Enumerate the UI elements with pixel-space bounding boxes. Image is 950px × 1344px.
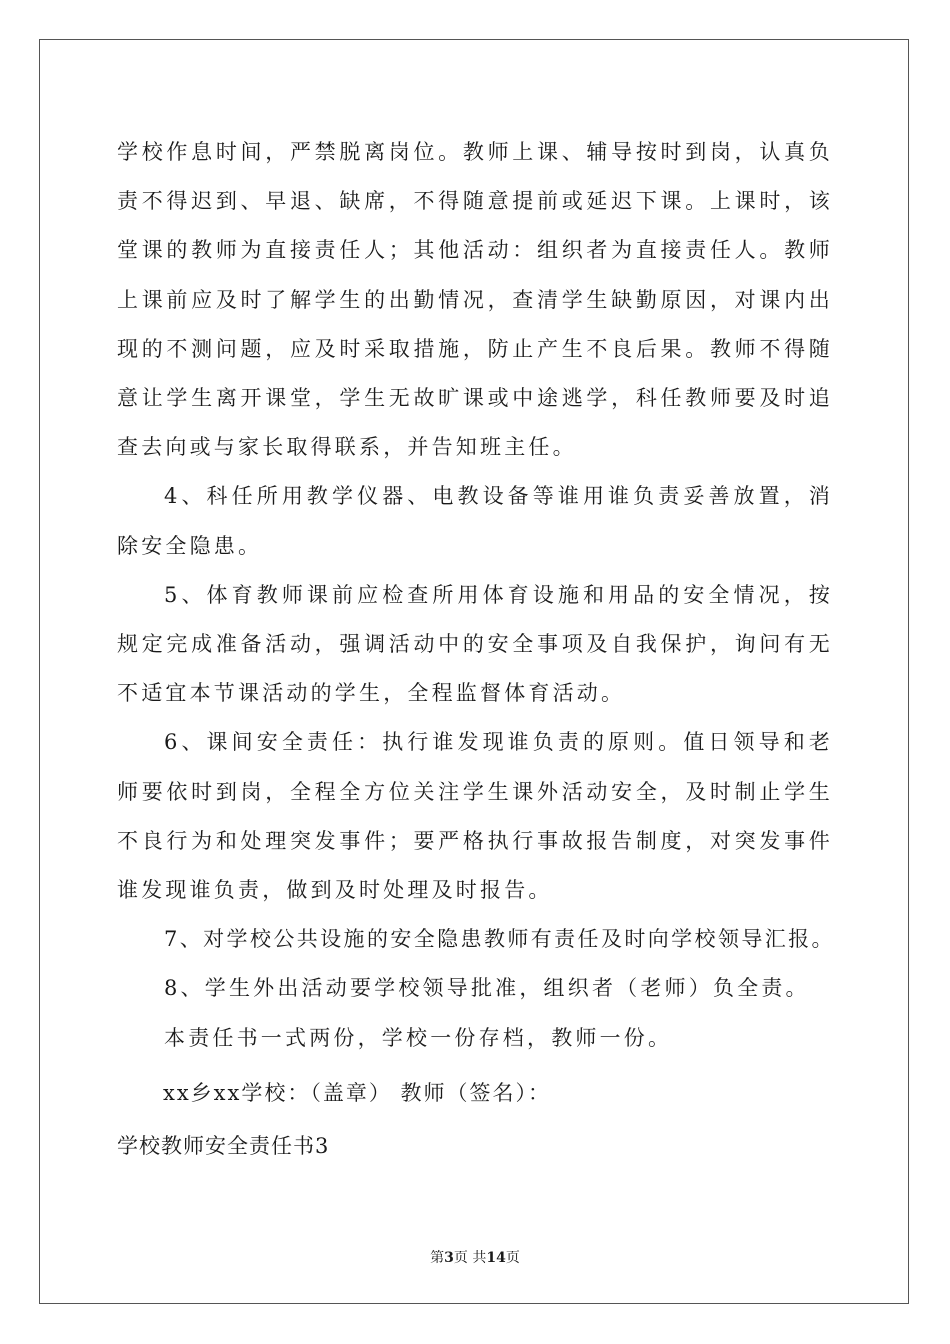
paragraph-item-6: 6、课间安全责任：执行谁发现谁负责的原则。值日领导和老师要依时到岗，全程全方位关注学生课外活动安全，及时制止学生不良行为和处理突发事件；要严格执行事故报告制度，对突发事件谁发现谁负责，做到及时处理及时报告。 (117, 730, 833, 903)
paragraph-item-4: 4、科任所用教学仪器、电教设备等谁用谁负责妥善放置，消除安全隐患。 (117, 484, 833, 558)
paragraph-item-8: 8、学生外出活动要学校领导批准，组织者（老师）负全责。 (164, 976, 810, 1001)
footer-mid: 页 共 (453, 1250, 487, 1266)
paragraph-item-7: 7、对学校公共设施的安全隐患教师有责任及时向学校领导汇报。 (164, 927, 835, 952)
paragraph-copies: 本责任书一式两份，学校一份存档，教师一份。 (164, 1025, 673, 1050)
paragraph-item-5: 5、体育教师课前应检查所用体育设施和用品的安全情况，按规定完成准备活动，强调活动中的安全事项及自我保护，询问有无不适宜本节课活动的学生，全程监督体育活动。 (117, 582, 833, 706)
signature-line: xx乡xx学校：（盖章） 教师（签名）： (163, 1081, 552, 1105)
footer-suffix: 页 (505, 1250, 520, 1266)
paragraph-continued: 学校作息时间，严禁脱离岗位。教师上课、辅导按时到岗，认真负责不得迟到、早退、缺席，不得随意提前或延迟下课。上课时，该堂课的教师为直接责任人；其他活动：组织者为直接责任人。教师上课前应及时了解学生的出勤情况，查清学生缺勤原因，对课内出现的不测问题，应及时采取措施，防止产生不良后果。教师不得随意让学生离开课堂，学生无故旷课或中途逃学，科任教师要及时追查去向或与家长取得联系，并告知班主任。 (117, 140, 833, 460)
page-footer (0, 1247, 950, 1267)
footer-total-pages: 14 (486, 1250, 506, 1266)
footer-prefix: 第 (430, 1250, 445, 1266)
footer-page-number: 3 (444, 1250, 454, 1266)
section-title: 学校教师安全责任书3 (117, 1134, 330, 1158)
document-body (117, 128, 833, 1063)
